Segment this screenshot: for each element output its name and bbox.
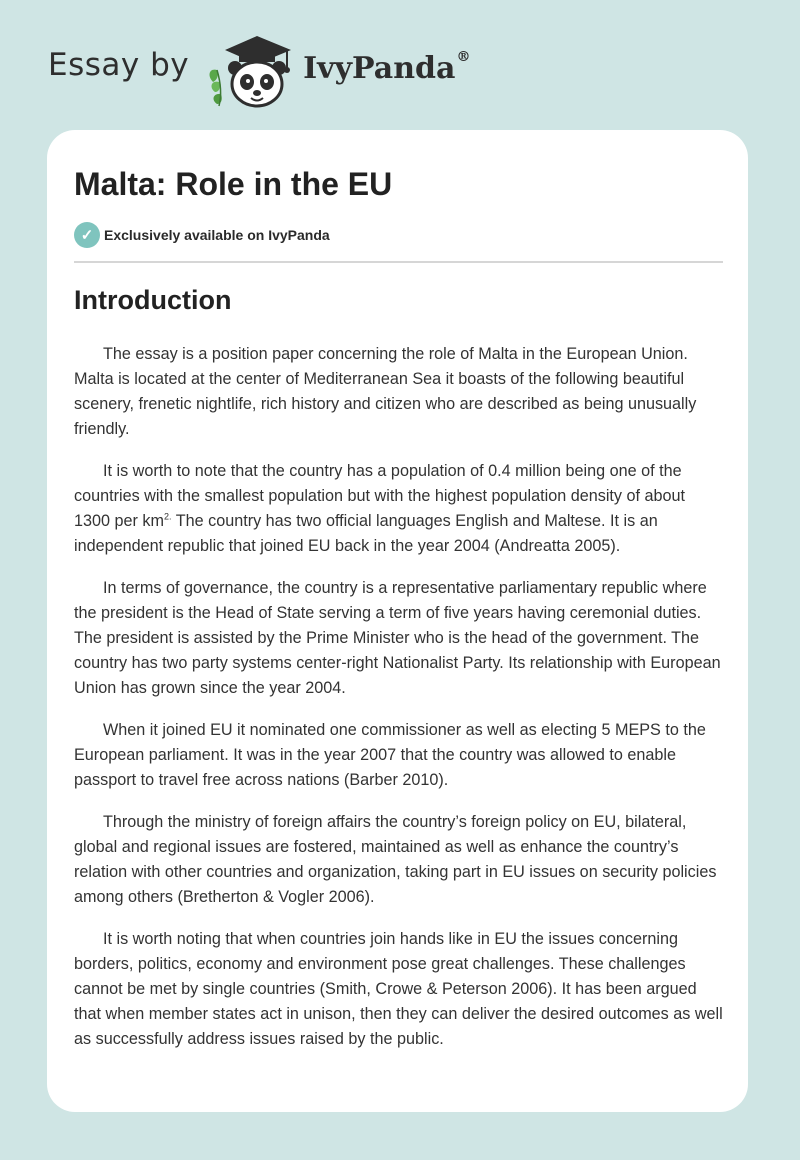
essay-body — [74, 342, 724, 1069]
exclusive-badge — [74, 222, 330, 248]
site-header — [48, 30, 470, 110]
paragraph: The essay is a position paper concerning the role of Malta in the European Union. Malta is located at the center of Mediterranean Sea it boasts of the following beautiful scenery, frenetic nightlife, rich history and citizen who are described as being unusually friendly. — [74, 345, 697, 438]
registered-mark: ® — [456, 48, 471, 65]
essay-by-label: Essay by — [48, 47, 190, 83]
page-title: Malta: Role in the EU — [74, 166, 393, 202]
exclusive-badge-text: Exclusively available on IvyPanda — [104, 227, 330, 243]
section-heading: Introduction — [74, 285, 232, 315]
paragraph — [74, 459, 724, 559]
paragraph: In terms of governance, the country is a representative parliamentary republic where the president is the Head of State serving a term of five years having ceremonial duties. The president is assisted by the Prime Minister who is the head of the government. The country has two party systems center-right Nationalist Party. Its relationship with European Union has grown since the year 2004. — [74, 579, 721, 697]
essay-card — [47, 130, 748, 1112]
brand-name[interactable]: IvyPanda® — [303, 48, 471, 86]
paragraph: When it joined EU it nominated one commissioner as well as electing 5 MEPS to the European parliament. It was in the year 2007 that the country was allowed to enable passport to travel free across nations (Barber 2010). — [74, 721, 706, 789]
paragraph: Through the ministry of foreign affairs the country’s foreign policy on EU, bilateral, global and regional issues are fostered, maintained as well as enhance the country’s relation with other countries and organization, taking part in EU issues on security policies among others (Bretherton & Vogler 2006). — [74, 813, 717, 906]
panda-graduation-cap-icon[interactable] — [205, 30, 297, 110]
paragraph-continuation: The country has two official languages English and Maltese. It is an independent republic that joined EU back in the year 2004 (Andreatta 2005). — [74, 512, 658, 555]
paragraph-text: It is worth to note that the country has a population of 0.4 million being one of the countries with the smallest population but with the highest population density of about 1300 per km — [74, 462, 686, 530]
paragraph: It is worth noting that when countries join hands like in EU the issues concerning borders, politics, economy and environment pose great challenges. These challenges cannot be met by single countries (Smith, Crowe & Peterson 2006). It has been argued that when member states act in unison, then they can deliver the desired outcomes as well as successfully address issues raised by the public. — [74, 930, 723, 1048]
check-icon: ✓ — [74, 222, 100, 248]
divider — [74, 261, 723, 263]
superscript: 2. — [163, 511, 172, 522]
